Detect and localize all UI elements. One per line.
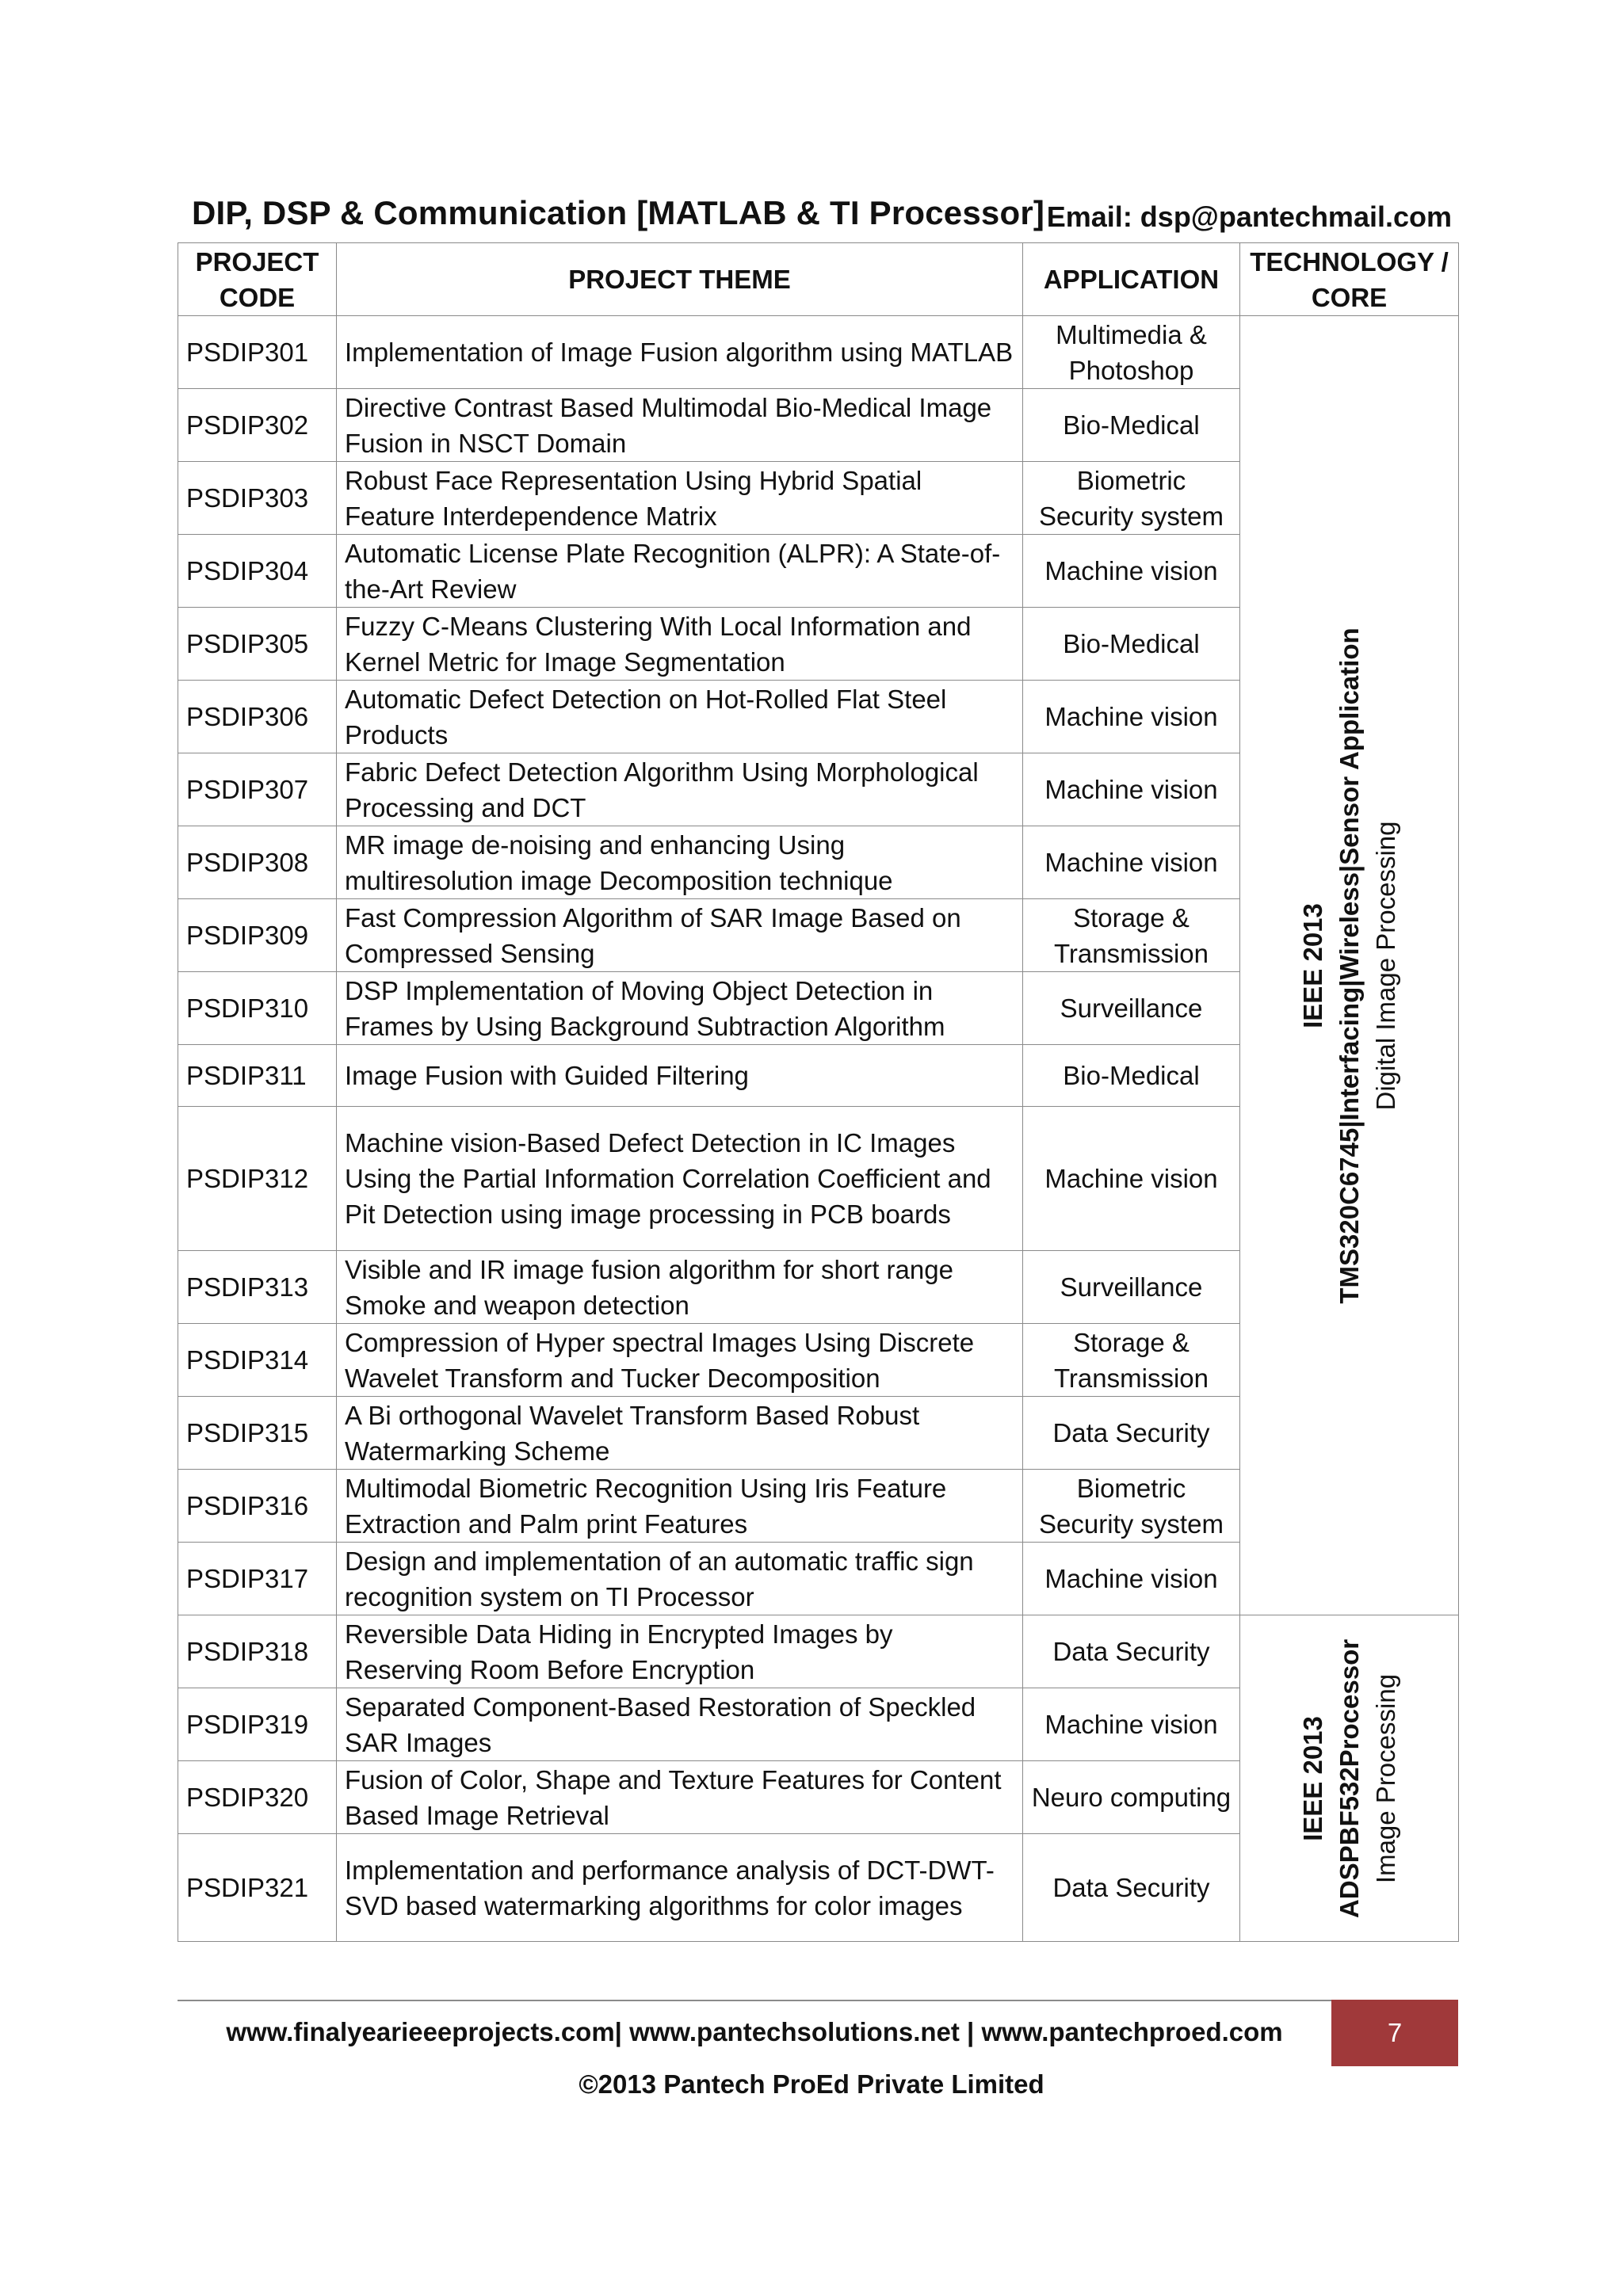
column-header-application: APPLICATION: [1023, 243, 1240, 316]
project-theme: DSP Implementation of Moving Object Detection in Frames by Using Background Subtraction Algorithm: [337, 972, 1023, 1045]
project-application: Neuro computing: [1023, 1761, 1240, 1834]
project-theme: Reversible Data Hiding in Encrypted Images by Reserving Room Before Encryption: [337, 1615, 1023, 1688]
project-code: PSDIP307: [178, 753, 337, 826]
project-application: Biometric Security system: [1023, 1470, 1240, 1543]
project-theme: Separated Component-Based Restoration of Speckled SAR Images: [337, 1688, 1023, 1761]
project-application: Biometric Security system: [1023, 462, 1240, 535]
technology-year: IEEE 2013: [1297, 1715, 1327, 1841]
project-code: PSDIP315: [178, 1397, 337, 1470]
project-theme: Automatic License Plate Recognition (ALPR): A State-of-the-Art Review: [337, 535, 1023, 608]
copyright-notice: ©2013 Pantech ProEd Private Limited: [579, 2069, 1044, 2099]
project-theme: Automatic Defect Detection on Hot-Rolled Flat Steel Products: [337, 681, 1023, 753]
project-application: Machine vision: [1023, 1107, 1240, 1251]
project-theme: A Bi orthogonal Wavelet Transform Based Robust Watermarking Scheme: [337, 1397, 1023, 1470]
project-code: PSDIP314: [178, 1324, 337, 1397]
project-theme: Multimodal Biometric Recognition Using Iris Feature Extraction and Palm print Features: [337, 1470, 1023, 1543]
project-application: Multimedia & Photoshop: [1023, 316, 1240, 389]
page-header: [192, 194, 1452, 242]
project-theme: MR image de-noising and enhancing Using multiresolution image Decomposition technique: [337, 826, 1023, 899]
footer-website-links: www.finalyearieeeprojects.com| www.pantechsolutions.net | www.pantechproed.com: [226, 2017, 1283, 2046]
project-code: PSDIP309: [178, 899, 337, 972]
project-application: Surveillance: [1023, 972, 1240, 1045]
technology-label: [1295, 1638, 1404, 1917]
project-theme: Fast Compression Algorithm of SAR Image Based on Compressed Sensing: [337, 899, 1023, 972]
technology-label: [1295, 627, 1404, 1303]
project-code: PSDIP317: [178, 1543, 337, 1615]
project-code: PSDIP305: [178, 608, 337, 681]
project-application: Data Security: [1023, 1615, 1240, 1688]
project-code: PSDIP321: [178, 1834, 337, 1942]
column-header-project-theme: PROJECT THEME: [337, 243, 1023, 316]
project-application: Data Security: [1023, 1397, 1240, 1470]
project-application: Machine vision: [1023, 1688, 1240, 1761]
project-code: PSDIP319: [178, 1688, 337, 1761]
project-application: Machine vision: [1023, 681, 1240, 753]
project-theme: Fuzzy C-Means Clustering With Local Information and Kernel Metric for Image Segmentation: [337, 608, 1023, 681]
project-application: Machine vision: [1023, 1543, 1240, 1615]
project-code: PSDIP308: [178, 826, 337, 899]
project-application: Storage & Transmission: [1023, 899, 1240, 972]
column-header-project-code: PROJECT CODE: [178, 243, 337, 316]
technology-domain: Image Processing: [1370, 1673, 1400, 1883]
page-number: 7: [1331, 2000, 1458, 2066]
project-application: Machine vision: [1023, 826, 1240, 899]
technology-core: TMS320C6745|Interfacing|Wireless|Sensor Application: [1334, 627, 1364, 1304]
technology-year: IEEE 2013: [1297, 902, 1327, 1028]
project-code: PSDIP318: [178, 1615, 337, 1688]
project-code: PSDIP306: [178, 681, 337, 753]
project-code: PSDIP311: [178, 1045, 337, 1107]
project-application: Bio-Medical: [1023, 1045, 1240, 1107]
project-code: PSDIP304: [178, 535, 337, 608]
project-application: Machine vision: [1023, 753, 1240, 826]
projects-table: [178, 242, 1459, 1942]
project-theme: Machine vision-Based Defect Detection in IC Images Using the Partial Information Correlation Coefficient and Pit Detection using image processing in PCB boards: [337, 1107, 1023, 1251]
project-theme: Robust Face Representation Using Hybrid Spatial Feature Interdependence Matrix: [337, 462, 1023, 535]
project-theme: Fusion of Color, Shape and Texture Features for Content Based Image Retrieval: [337, 1761, 1023, 1834]
project-theme: Implementation and performance analysis of DCT-DWT-SVD based watermarking algorithms for color images: [337, 1834, 1023, 1942]
project-application: Bio-Medical: [1023, 389, 1240, 462]
project-theme: Implementation of Image Fusion algorithm using MATLAB: [337, 316, 1023, 389]
project-theme: Directive Contrast Based Multimodal Bio-Medical Image Fusion in NSCT Domain: [337, 389, 1023, 462]
project-theme: Image Fusion with Guided Filtering: [337, 1045, 1023, 1107]
project-application: Machine vision: [1023, 535, 1240, 608]
project-code: PSDIP302: [178, 389, 337, 462]
technology-core: ADSPBF532Processor: [1334, 1638, 1364, 1918]
page-title: DIP, DSP & Communication [MATLAB & TI Processor]: [192, 194, 1045, 231]
project-code: PSDIP310: [178, 972, 337, 1045]
project-theme: Design and implementation of an automatic traffic sign recognition system on TI Processor: [337, 1543, 1023, 1615]
project-code: PSDIP312: [178, 1107, 337, 1251]
technology-domain: Digital Image Processing: [1370, 821, 1400, 1110]
technology-group-bf532: [1240, 1615, 1459, 1942]
project-application: Data Security: [1023, 1834, 1240, 1942]
project-code: PSDIP316: [178, 1470, 337, 1543]
project-code: PSDIP303: [178, 462, 337, 535]
project-theme: Visible and IR image fusion algorithm for short range Smoke and weapon detection: [337, 1251, 1023, 1324]
table-row: [178, 1615, 1459, 1688]
project-application: Surveillance: [1023, 1251, 1240, 1324]
footer-divider: [178, 2000, 1331, 2001]
project-code: PSDIP301: [178, 316, 337, 389]
technology-group-c6745: [1240, 316, 1459, 1615]
table-row: [178, 316, 1459, 389]
project-application: Storage & Transmission: [1023, 1324, 1240, 1397]
project-code: PSDIP313: [178, 1251, 337, 1324]
contact-email: Email: dsp@pantechmail.com: [1046, 200, 1452, 233]
project-theme: Fabric Defect Detection Algorithm Using Morphological Processing and DCT: [337, 753, 1023, 826]
project-theme: Compression of Hyper spectral Images Using Discrete Wavelet Transform and Tucker Decomposition: [337, 1324, 1023, 1397]
table-header-row: [178, 243, 1459, 316]
project-application: Bio-Medical: [1023, 608, 1240, 681]
column-header-technology-core: TECHNOLOGY / CORE: [1240, 243, 1459, 316]
project-code: PSDIP320: [178, 1761, 337, 1834]
